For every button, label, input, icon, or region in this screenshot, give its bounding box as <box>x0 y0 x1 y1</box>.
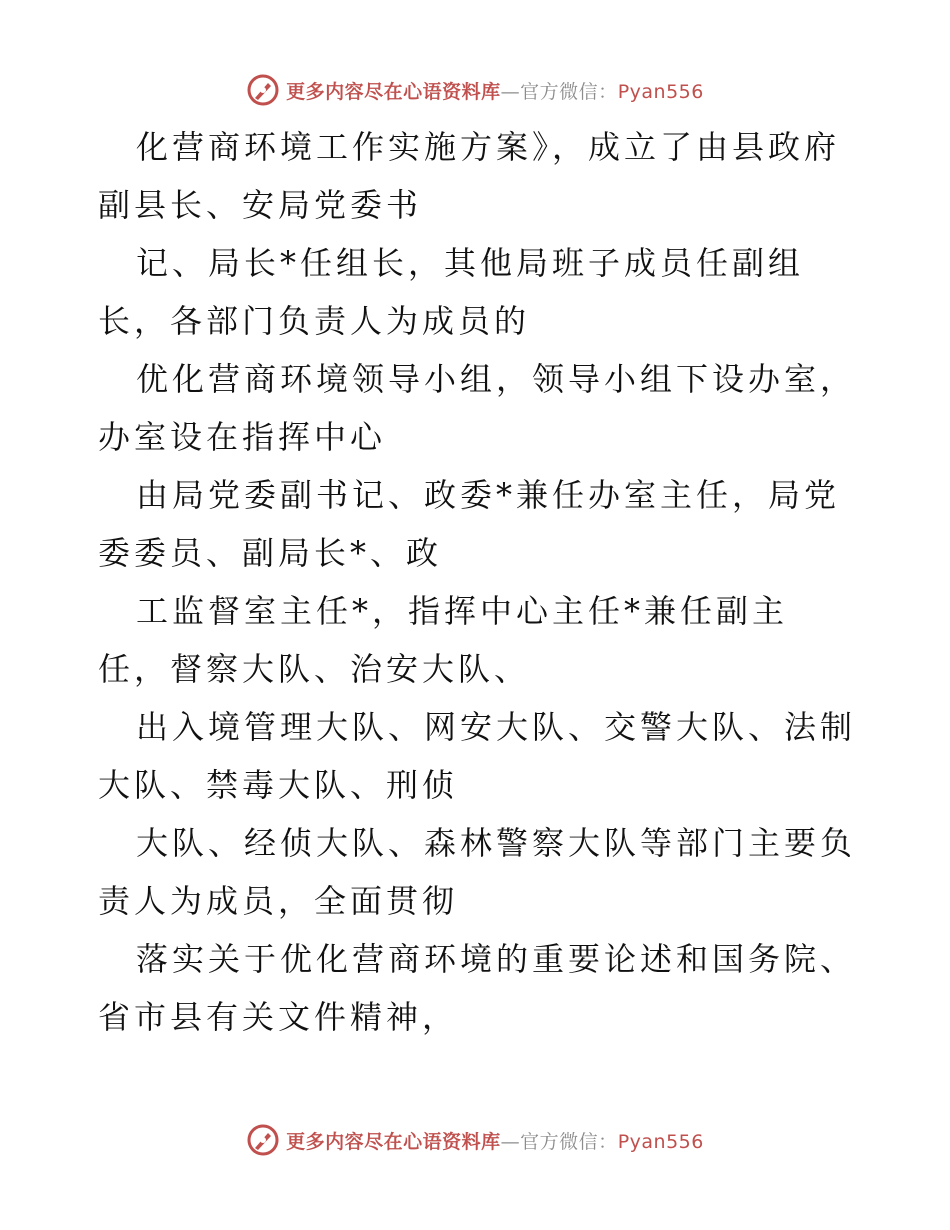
paragraph: 出入境管理大队、网安大队、交警大队、法制大队、禁毒大队、刑侦 <box>98 708 857 804</box>
watermark-text <box>286 77 704 104</box>
document-body <box>98 118 858 1046</box>
watermark-wechat-label: 官方微信： <box>520 1130 618 1153</box>
paragraph: 大队、经侦大队、森林警察大队等部门主要负责人为成员，全面贯彻 <box>98 824 857 920</box>
paragraph: 由局党委副书记、政委*兼任办室主任，局党委委员、副局长*、政 <box>98 476 841 572</box>
watermark-wechat-id: Pyan556 <box>617 80 704 103</box>
header-watermark <box>0 70 950 110</box>
paragraph: 优化营商环境领导小组，领导小组下设办室，办室设在指挥中心 <box>98 360 857 456</box>
pen-logo-icon <box>246 1123 280 1157</box>
pen-logo-icon <box>246 73 280 107</box>
watermark-text <box>286 1127 704 1154</box>
watermark-wechat-id: Pyan556 <box>617 1130 704 1153</box>
watermark-main: 更多内容尽在心语资料库 <box>286 80 501 103</box>
watermark-main: 更多内容尽在心语资料库 <box>286 1130 501 1153</box>
paragraph: 落实关于优化营商环境的重要论述和国务院、省市县有关文件精神， <box>98 940 857 1036</box>
paragraph: 工监督室主任*，指挥中心主任*兼任副主任，督察大队、治安大队、 <box>98 592 789 688</box>
watermark-separator: — <box>500 1130 521 1153</box>
paragraph: 化营商环境工作实施方案》，成立了由县政府副县长、安局党委书 <box>98 128 841 224</box>
paragraph: 记、局长*任组长，其他局班子成员任副组长，各部门负责人为成员的 <box>98 244 805 340</box>
footer-watermark <box>0 1120 950 1160</box>
watermark-wechat-label: 官方微信： <box>520 80 618 103</box>
watermark-separator: — <box>500 80 521 103</box>
